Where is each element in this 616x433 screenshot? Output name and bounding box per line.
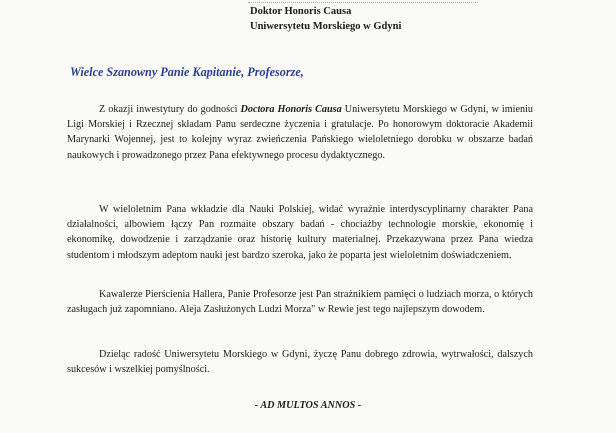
letter-header bbox=[250, 4, 550, 34]
header-institution: Uniwersytetu Morskiego w Gdyni bbox=[250, 21, 402, 32]
closing-phrase: - AD MULTOS ANNOS - bbox=[254, 400, 362, 411]
paragraph-congratulations bbox=[67, 102, 533, 163]
salutation: Wielce Szanowny Panie Kapitanie, Profesorze, bbox=[70, 65, 304, 79]
honoris-causa-title: Doctora Honoris Causa bbox=[240, 104, 342, 115]
header-title: Doktor Honoris Causa bbox=[250, 6, 352, 17]
paragraph-wishes: Dzieląc radość Uniwersytetu Morskiego w Gdyni, życzę Panu dobrego zdrowia, wytrwałości, dalszych sukcesów i wszelkiej pomyślności. bbox=[67, 349, 533, 376]
paragraph-rest: Uniwersytetu Morskiego w Gdyni, w imieniu Ligi Morskiej i Rzecznej składam Panu serdeczne życzenia i gratulacje. Po honorowym doktoracie Akademii Marynarki Wojennej, jest to kolejny wyraz zwieńczenia Pańskiego wieloletniego dorobku w obszarze badań naukowych i prowadzonego przez Pana efektywnego procesu dydaktycznego. bbox=[67, 104, 533, 161]
top-edge-divider bbox=[248, 0, 478, 3]
paragraph-lead: Z okazji inwestytury do godności bbox=[99, 104, 241, 115]
paragraph-haller-ring: Kawalerze Pierścienia Hallera, Panie Profesorze jest Pan strażnikiem pamięci o ludziach morza, o których zasługach już zapomniano. Aleja Zasłużonych Ludzi Morza" w Rewie jest tego najlepszym dowodem. bbox=[67, 289, 533, 316]
paragraph-contribution: W wieloletnim Pana wkładzie dla Nauki Polskiej, widać wyraźnie interdyscyplinarny charakter Pana działalności, albowiem łączy Pan rozmaite obszary badań - chociażby technologie morskie, ekonomię i ekonomikę, dowodzenie i zarządzanie oraz historię kultury materialnej. Przekazywana przez Pana wiedza studentom i młodszym adeptom nauki jest bardzo szeroka, jako że poparta jest wieloletnim doświadczeniem. bbox=[67, 204, 533, 261]
